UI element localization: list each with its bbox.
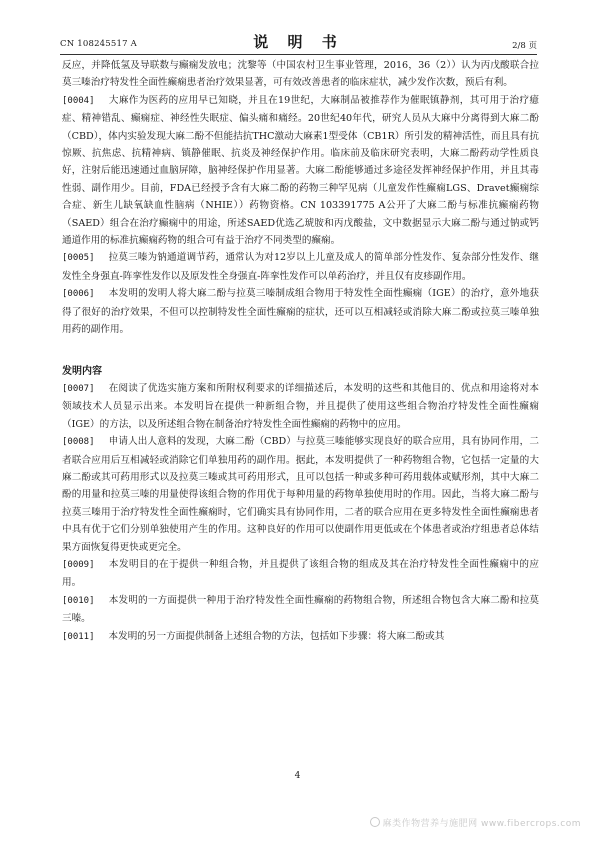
document-title: 说 明 书 xyxy=(253,33,344,51)
paragraph-number: [0004] xyxy=(62,95,95,106)
paragraph-number: [0006] xyxy=(62,289,95,300)
watermark-logo-icon xyxy=(370,817,380,827)
paragraph-0005 xyxy=(62,249,539,285)
paragraph-number: [0005] xyxy=(62,253,95,264)
paragraph-text: 本发明目的在于提供一种组合物，并且提供了该组合物的组成及其在治疗特发性全面性癫痫中的应用。 xyxy=(62,558,539,589)
document-body xyxy=(62,57,539,646)
paragraph-text: 拉莫三嗪为钠通道调节药，通常认为对12岁以上儿童及成人的简单部分性发作、复杂部分性发作、继发性全身强直-阵挛性发作以及原发性全身强直-阵挛性发作可以单药治疗，并且仅有皮疹副作用。 xyxy=(62,252,539,282)
paragraph-text: 在阅读了优选实施方案和所附权利要求的详细描述后，本发明的这些和其他目的、优点和用途将对本领域技术人员显示出来。本发明旨在提供一种新组合物，并且提供了使用这些组合物治疗特发性全面性癫痫（IGE）的方法，以及所述组合物在制备治疗特发性全面性癫痫的药物中的应用。 xyxy=(62,382,539,430)
paragraph-text: 本发明的一方面提供一种用于治疗特发性全面性癫痫的药物组合物，所述组合物包含大麻二酚和拉莫三嗪。 xyxy=(62,594,539,625)
paragraph-0004 xyxy=(62,92,539,250)
page-header xyxy=(60,30,537,52)
paragraph-text: 本发明的另一方面提供制备上述组合物的方法，包括如下步骤：将大麻二酚或其 xyxy=(108,630,445,642)
patent-number: CN 108245517 A xyxy=(60,39,137,49)
watermark xyxy=(370,816,581,829)
continuation-paragraph: 反应，并降低氢及导联数与癫痫发放电；沈黎等（中国农村卫生事业管理，2016，36（2））认为丙戊酸联合拉莫三嗪治疗特发性全面性癫痫患者治疗效果显著，可有效改善患者的临床症状，减少发作次数，预后有利。 xyxy=(62,60,539,89)
page-number: 4 xyxy=(294,771,301,781)
paragraph-0008 xyxy=(62,433,539,556)
watermark-text: 麻类作物营养与施肥网 www.fibercrops.com xyxy=(382,819,581,829)
paragraph-number: [0011] xyxy=(62,631,95,642)
paragraph-0006 xyxy=(62,285,539,338)
paragraph-number: [0008] xyxy=(62,437,95,448)
paragraph-number: [0009] xyxy=(62,559,95,570)
paragraph-text: 本发明的发明人将大麻二酚与拉莫三嗪制成组合物用于特发性全面性癫痫（IGE）的治疗，意外地获得了很好的治疗效果，不但可以控制特发性全面性癫痫的症状，还可以互相减轻或消除大麻二酚或拉莫三嗪单独用药的副作用。 xyxy=(62,288,539,336)
paragraph-0010 xyxy=(62,592,539,628)
paragraph-number: [0007] xyxy=(62,383,95,394)
paragraph-text: 申请人出人意料的发现，大麻二酚（CBD）与拉莫三嗪能够实现良好的联合应用，具有协同作用，二者联合应用后互相减轻或消除它们单独用药的副作用。据此，本发明提供了一种药物组合物，它包括一定量的大麻二酚或其可药用形式以及拉莫三嗪或其可药用形式，且可以包括一种或多种可药用载体或赋形剂，其中大麻二酚的用量和拉莫三嗪的用量使得该组合物的作用优于每种用量的药物单独使用时的作用。因此，当将大麻二酚与拉莫三嗪用于治疗特发性全面性癫痫时，它们确实具有协同作用，二者的联合应用在更多特发性全面性癫痫患者中具有优于它们分别单独使用产生的作用。这种良好的作用可以使副作用更低或在个体患者或治疗组患者总体结果方面恢复得更快或更完全。 xyxy=(62,436,539,553)
paragraph-0009 xyxy=(62,556,539,592)
paragraph-0011 xyxy=(62,628,539,646)
page-indicator: 2/8 页 xyxy=(512,41,537,51)
paragraph-number: [0010] xyxy=(62,595,95,606)
paragraph-0007 xyxy=(62,380,539,433)
paragraph-text: 大麻作为医药的应用早已知晓，并且在19世纪，大麻制品被推荐作为催眠镇静剂，其可用于治疗癔症、精神错乱、癫痫症、神经性失眠症、偏头痛和痛经。20世纪40年代，研究人员从大麻中分离得到大麻二酚（CBD），体内实验发现大麻二酚不但能拮抗THC激动大麻素1型受体（CB1R）所引发的精神活性，而且具有抗惊厥、抗焦虑、抗精神病、镇静催眠、抗炎及神经保护作用。临床前及临床研究表明，大麻二酚药动学性质良好，注射后能迅速通过血脑屏障，脑神经保护作用显著。大麻二酚能够通过多途径发挥神经保护作用，并且其毒性弱、副作用少。目前，FDA已经授予含有大麻二酚的药物三种罕见病（儿童发作性癫痫LGS、Dravet癫痫综合症、新生儿缺氧缺血性脑病（NHIE））药物资格。CN 103391775 A公开了大麻二酚与标准抗癫痫药物（SAED）组合在治疗癫痫中的用途，所述SAED优选乙琥胺和丙戊酸盐，文中数据显示大麻二酚与通过钠或钙通道作用的标准抗癫痫药物的组合可有益于治疗不同类型的癫痫。 xyxy=(62,94,539,247)
section-heading: 发明内容 xyxy=(62,365,102,377)
header-divider xyxy=(60,54,537,55)
